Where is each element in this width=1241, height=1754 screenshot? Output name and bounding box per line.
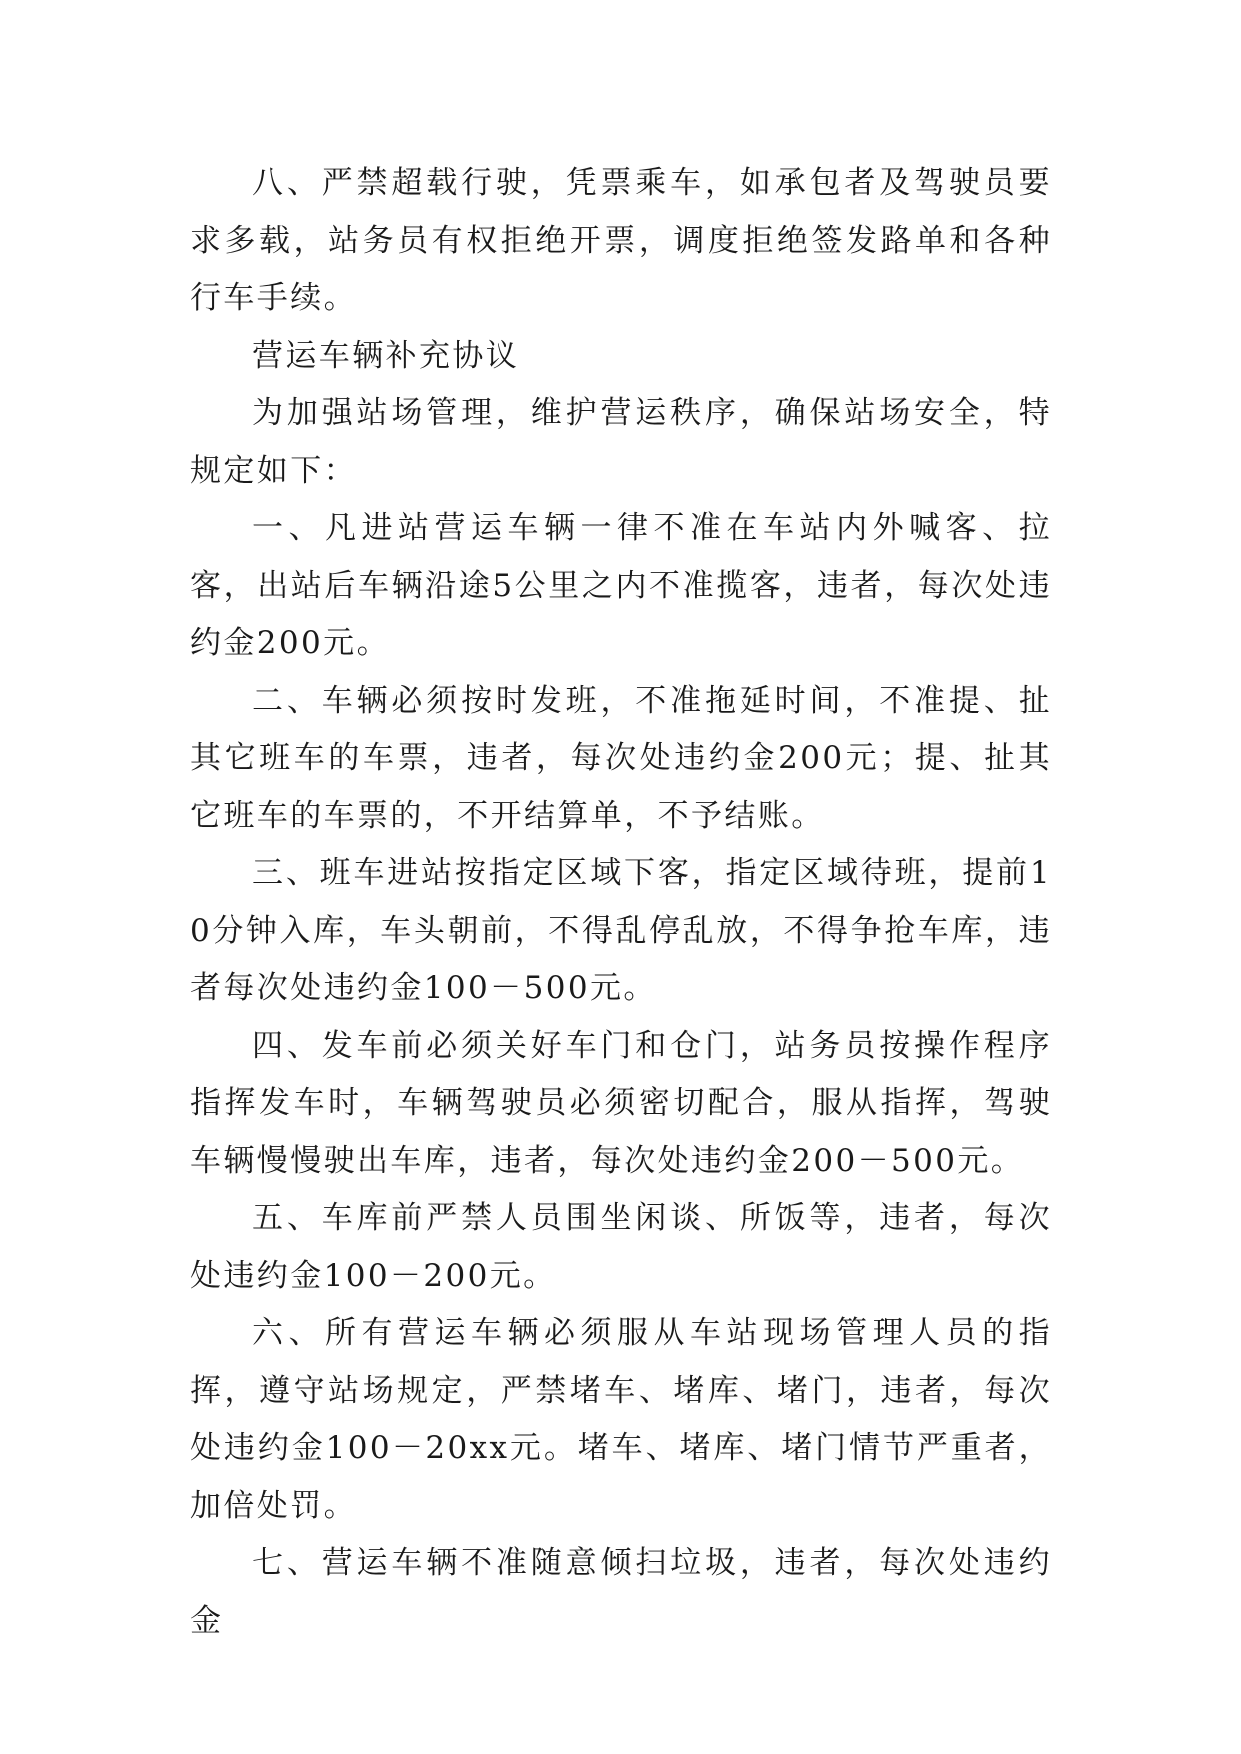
paragraph-item-6: 六、所有营运车辆必须服从车站现场管理人员的指挥，遵守站场规定，严禁堵车、堵库、堵门，违者，每次处违约金100－20xx元。堵车、堵库、堵门情节严重者，加倍处罚。 [190,1315,1052,1524]
paragraph-item-8: 八、严禁超载行驶，凭票乘车，如承包者及驾驶员要求多载，站务员有权拒绝开票，调度拒绝签发路单和各种行车手续。 [190,165,1052,316]
intro-paragraph: 为加强站场管理，维护营运秩序，确保站场安全，特规定如下： [190,395,1052,489]
section-title: 营运车辆补充协议 [252,337,520,374]
paragraph-item-4: 四、发车前必须关好车门和仓门，站务员按操作程序指挥发车时，车辆驾驶员必须密切配合，服从指挥，驾驶车辆慢慢驶出车库，违者，每次处违约金200－500元。 [190,1027,1052,1179]
paragraph-item-7: 七、营运车辆不准随意倾扫垃圾，违者，每次处违约金 [190,1545,1052,1639]
paragraph-item-1: 一、凡进站营运车辆一律不准在车站内外喊客、拉客，出站后车辆沿途5公里之内不准揽客，违者，每次处违约金200元。 [190,510,1052,661]
paragraph-item-2: 二、车辆必须按时发班，不准拖延时间，不准提、扯其它班车的车票，违者，每次处违约金200元；提、扯其它班车的车票的，不开结算单，不予结账。 [190,682,1052,834]
paragraph-item-3: 三、班车进站按指定区域下客，指定区域待班，提前10分钟入库，车头朝前，不得乱停乱放，不得争抢车库，违者每次处违约金100－500元。 [190,855,1052,1006]
document-body [190,155,1052,1650]
paragraph-item-5: 五、车库前严禁人员围坐闲谈、所饭等，违者，每次处违约金100－200元。 [190,1200,1052,1294]
